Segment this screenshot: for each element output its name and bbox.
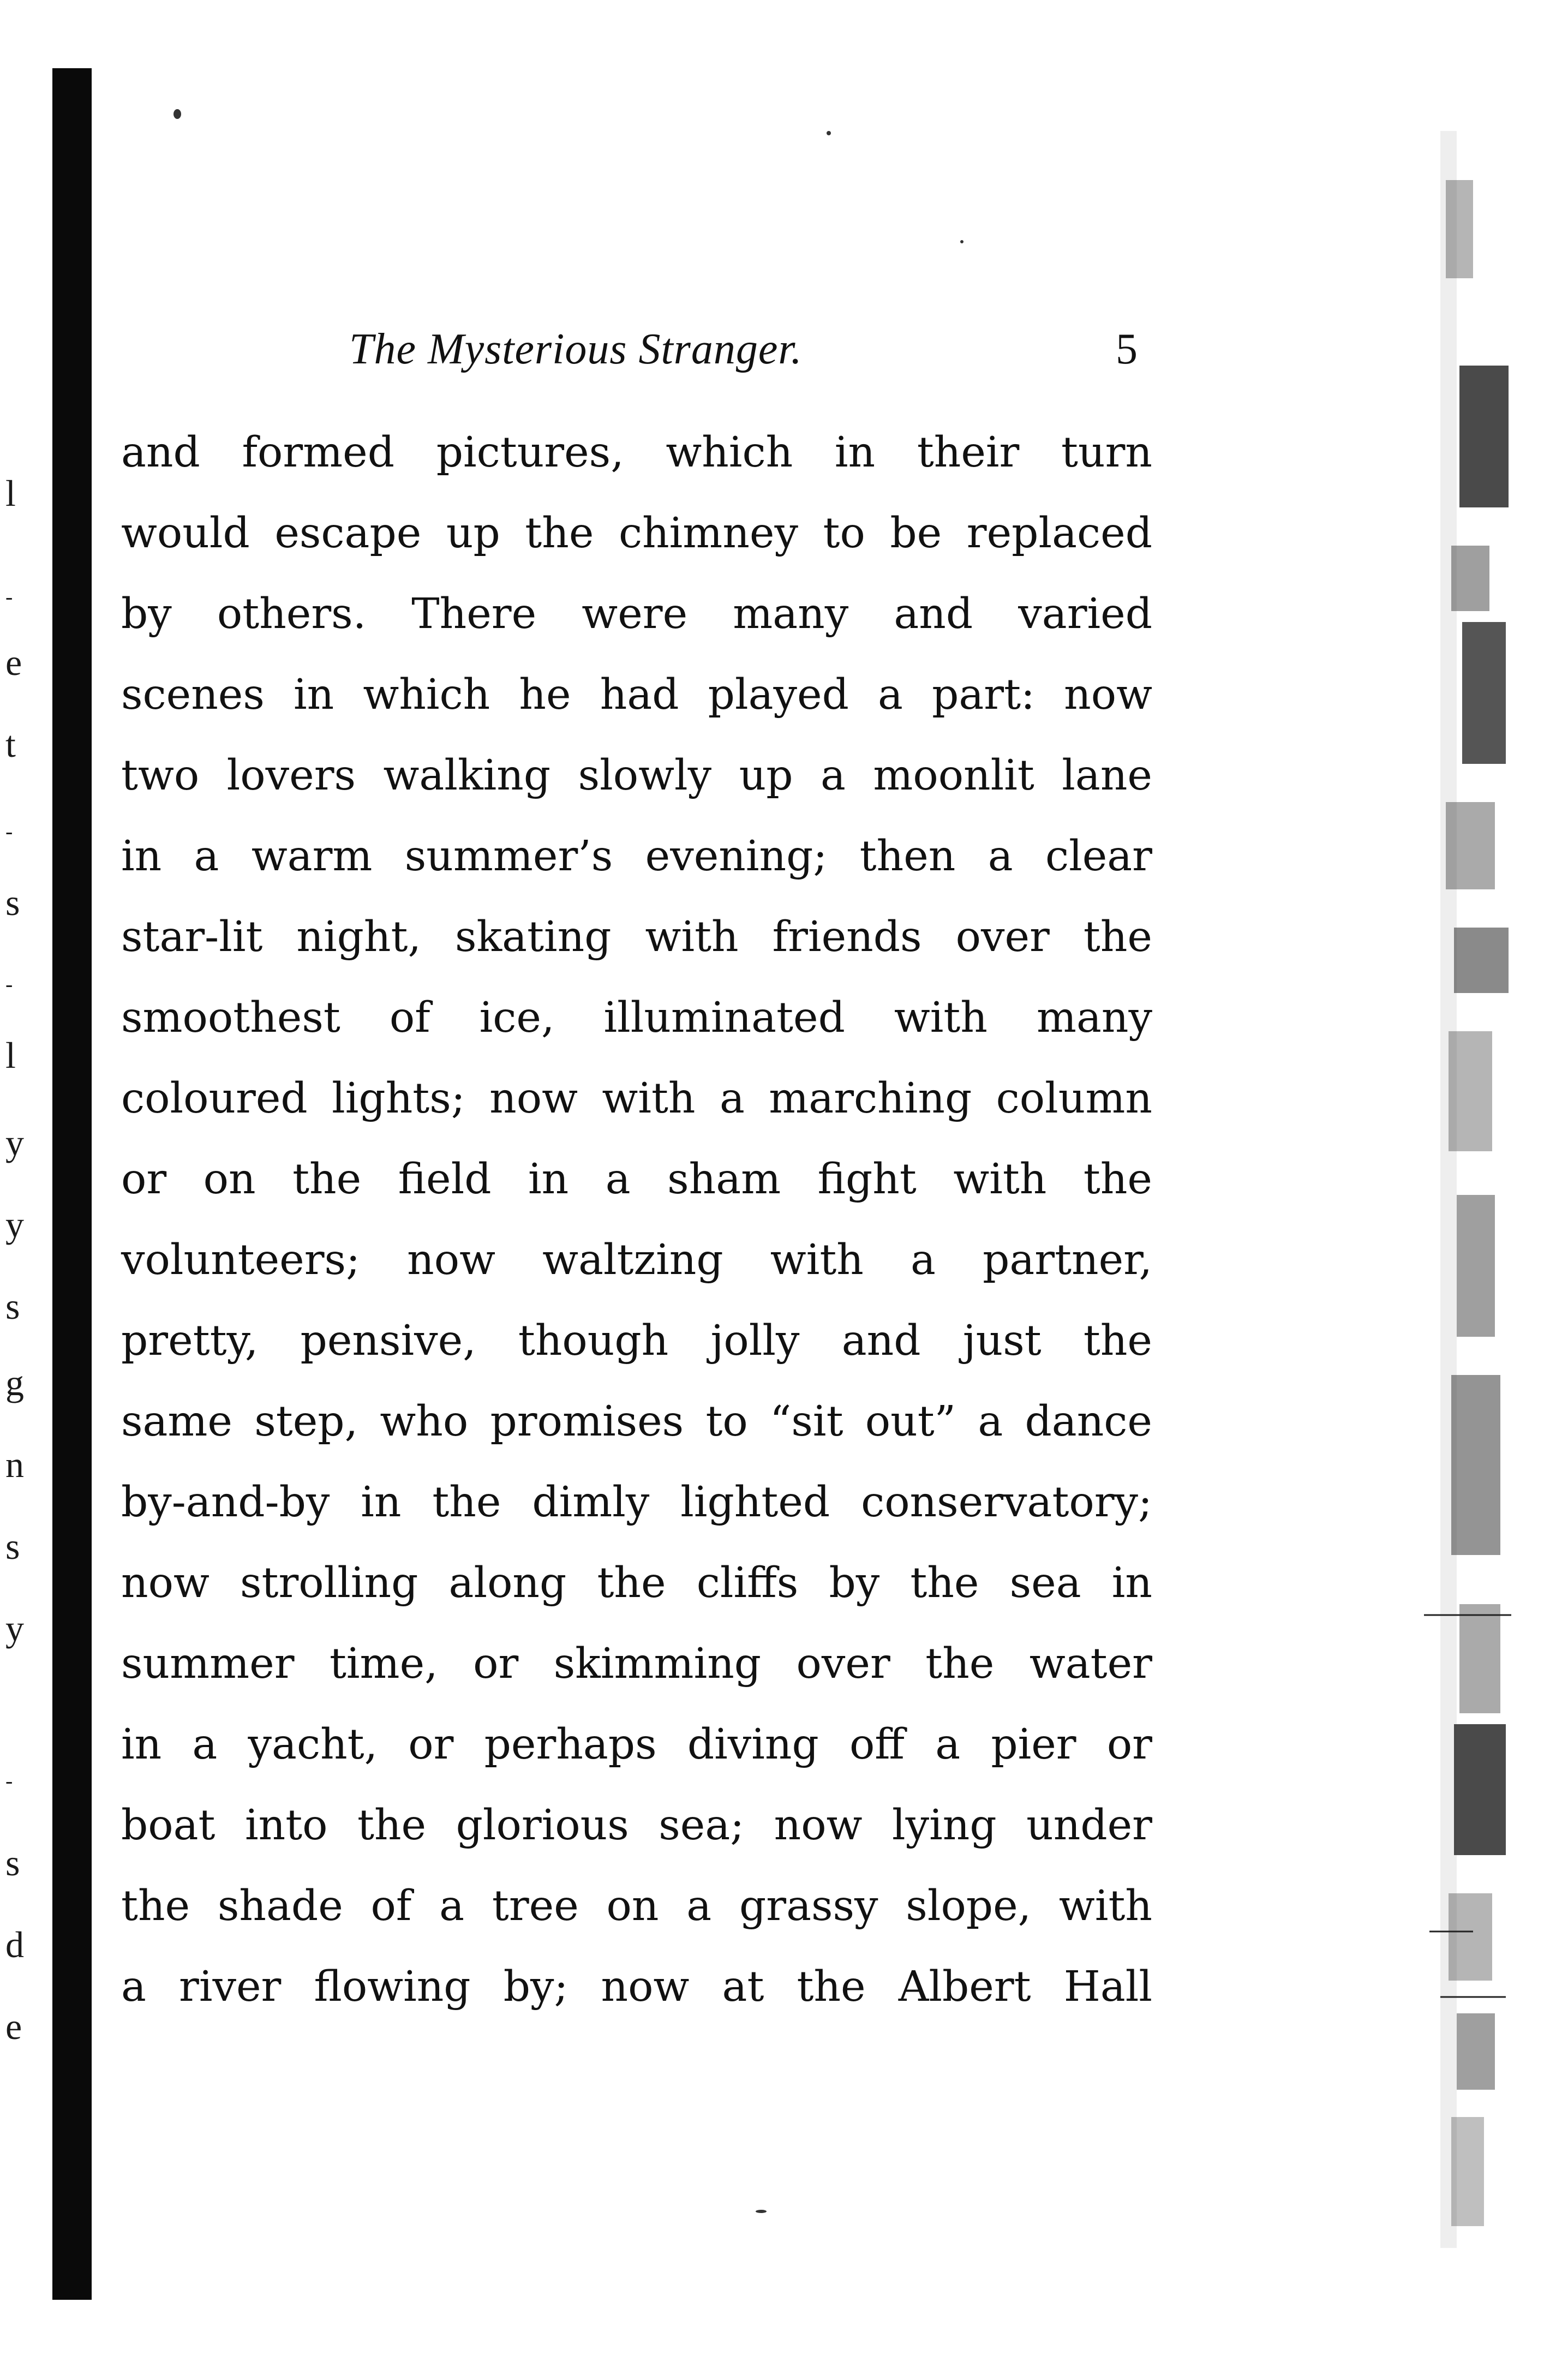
text-line: smoothest of ice, illuminated with many bbox=[121, 994, 1152, 1042]
prev-page-fragment: s bbox=[5, 1285, 20, 1327]
next-page-edge-noise bbox=[1408, 131, 1517, 2248]
text-line: a river flowing by; now at the Albert Hall bbox=[121, 1963, 1152, 2011]
text-line: star-lit night, skating with friends over the bbox=[121, 913, 1152, 961]
prev-page-fragment: y bbox=[5, 1122, 24, 1163]
page-number: 5 bbox=[1116, 325, 1138, 373]
text-line: scenes in which he had played a part: now bbox=[121, 671, 1152, 719]
text-line: boat into the glorious sea; now lying under bbox=[121, 1801, 1152, 1850]
prev-page-fragment: g bbox=[5, 1362, 24, 1403]
ink-speck bbox=[173, 109, 181, 119]
text-line: in a warm summer’s evening; then a clear bbox=[121, 832, 1152, 881]
running-title: The Mysterious Stranger. bbox=[349, 325, 803, 373]
prev-page-fragment: e bbox=[5, 2006, 22, 2047]
text-line: summer time, or skimming over the water bbox=[121, 1640, 1152, 1688]
text-line: by-and-by in the dimly lighted conservatory; bbox=[121, 1478, 1152, 1527]
prev-page-fragment: e bbox=[5, 642, 22, 683]
prev-page-fragment: y bbox=[5, 1607, 24, 1649]
body-paragraph bbox=[121, 426, 1152, 2041]
binding-shadow-bar bbox=[52, 68, 92, 2300]
prev-page-fragment: l bbox=[5, 473, 16, 514]
prev-page-fragment: n bbox=[5, 1444, 24, 1485]
text-line: same step, who promises to “sit out” a dance bbox=[121, 1397, 1152, 1446]
running-header bbox=[349, 322, 1157, 382]
prev-page-fragment: - bbox=[5, 584, 13, 609]
prev-page-fragment: d bbox=[5, 1924, 24, 1965]
prev-page-fragment: y bbox=[5, 1204, 24, 1245]
prev-page-fragment: - bbox=[5, 972, 13, 996]
text-line: pretty, pensive, though jolly and just the bbox=[121, 1317, 1152, 1365]
prev-page-fragment: l bbox=[5, 1034, 16, 1076]
previous-page-margin bbox=[0, 0, 52, 2380]
text-line: the shade of a tree on a grassy slope, with bbox=[121, 1882, 1152, 1930]
text-line: now strolling along the cliffs by the sea in bbox=[121, 1559, 1152, 1607]
text-line: volunteers; now waltzing with a partner, bbox=[121, 1236, 1152, 1284]
text-line: and formed pictures, which in their turn bbox=[121, 428, 1152, 477]
prev-page-fragment: s bbox=[5, 1842, 20, 1883]
text-line: two lovers walking slowly up a moonlit lane bbox=[121, 751, 1152, 800]
text-line: by others. There were many and varied bbox=[121, 590, 1152, 638]
prev-page-fragment: s bbox=[5, 1526, 20, 1567]
ink-speck bbox=[960, 240, 963, 243]
prev-page-fragment: - bbox=[5, 819, 13, 844]
prev-page-fragment: - bbox=[5, 1768, 13, 1793]
prev-page-fragment: s bbox=[5, 882, 20, 923]
ink-speck bbox=[827, 131, 831, 135]
ink-speck bbox=[756, 2210, 767, 2213]
prev-page-fragment: t bbox=[5, 723, 16, 765]
text-line: or on the field in a sham fight with the bbox=[121, 1155, 1152, 1204]
text-line: would escape up the chimney to be replaced bbox=[121, 509, 1152, 558]
text-line: coloured lights; now with a marching column bbox=[121, 1074, 1152, 1123]
text-line: in a yacht, or perhaps diving off a pier or bbox=[121, 1720, 1152, 1769]
